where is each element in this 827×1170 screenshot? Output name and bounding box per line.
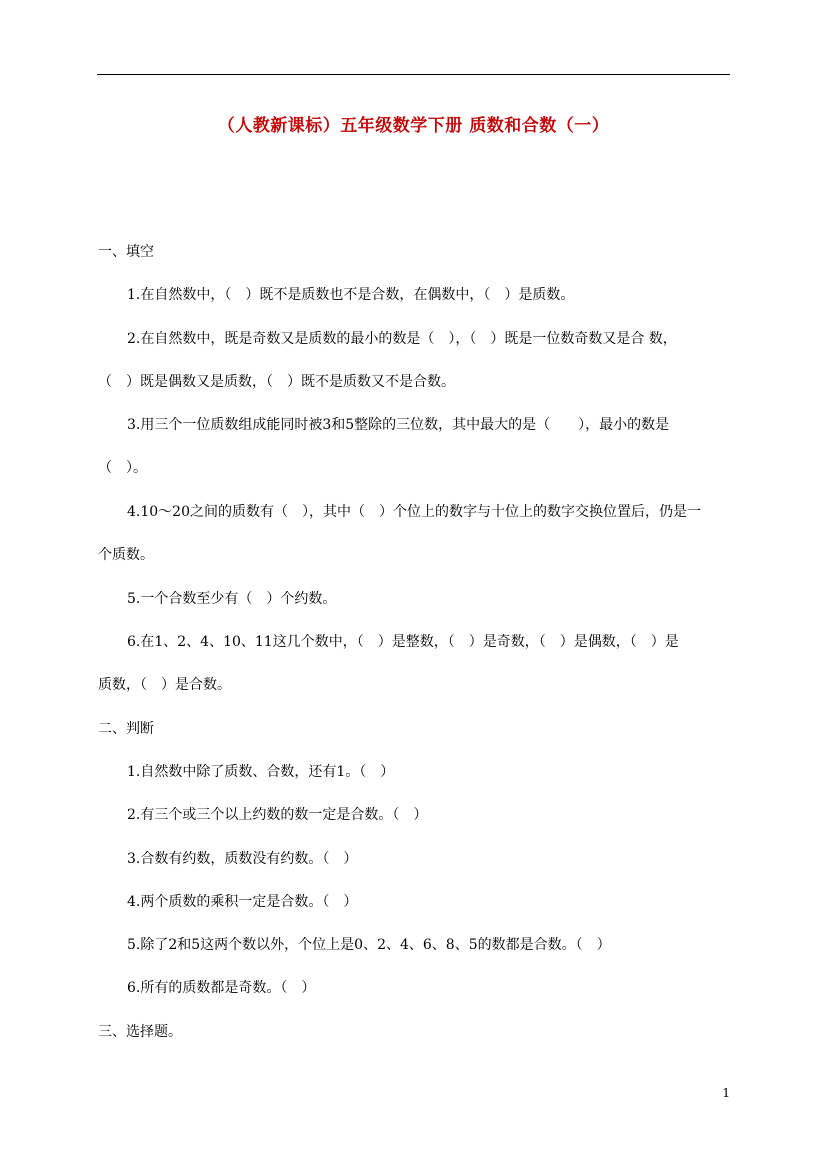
question-text-continued: 质数，（ ）是合数。 [98, 677, 231, 693]
question-text-continued: 个质数。 [98, 547, 154, 563]
question-text: 5.除了2和5这两个数以外，个位上是0、2、4、6、8、5的数都是合数。（ ） [127, 937, 611, 953]
page-number: 1 [722, 1086, 730, 1100]
question-text: 3.用三个一位质数组成能同时被3和5整除的三位数，其中最大的是（ ），最小的数是 [127, 417, 670, 433]
question-text: 5.一个合数至少有（ ）个约数。 [127, 591, 337, 607]
header-rule [97, 74, 730, 75]
question-text: 6.在1、2、4、10、11这几个数中，（ ）是整数，（ ）是奇数，（ ）是偶数，（ ）是 [127, 634, 679, 650]
question-text: 4.两个质数的乘积一定是合数。（ ） [127, 894, 358, 910]
question-text: 1.在自然数中，（ ）既不是质数也不是合数，在偶数中，（ ）是质数。 [127, 287, 575, 303]
section-heading-fill-in: 一、填空 [98, 244, 154, 260]
question-text: 1.自然数中除了质数、合数，还有1。（ ） [127, 764, 395, 780]
section-heading-true-false: 二、判断 [98, 721, 154, 737]
question-text: 2.有三个或三个以上约数的数一定是合数。（ ） [127, 807, 428, 823]
question-text: 3.合数有约数，质数没有约数。（ ） [127, 851, 358, 867]
section-heading-multiple-choice: 三、选择题。 [98, 1024, 182, 1040]
question-text-continued: （ ）既是偶数又是质数，（ ）既不是质数又不是合数。 [98, 374, 455, 390]
question-text: 2.在自然数中，既是奇数又是质数的最小的数是（ ），（ ）既是一位数奇数又是合 数， [127, 331, 677, 347]
question-text: 6.所有的质数都是奇数。（ ） [127, 980, 316, 996]
question-text-continued: （ ）。 [98, 460, 147, 476]
document-title: （人教新课标）五年级数学下册 质数和合数（一） [217, 116, 610, 136]
question-text: 4.10～20之间的质数有（ ），其中（ ）个位上的数字与十位上的数字交换位置后，仍是一 [127, 504, 701, 520]
